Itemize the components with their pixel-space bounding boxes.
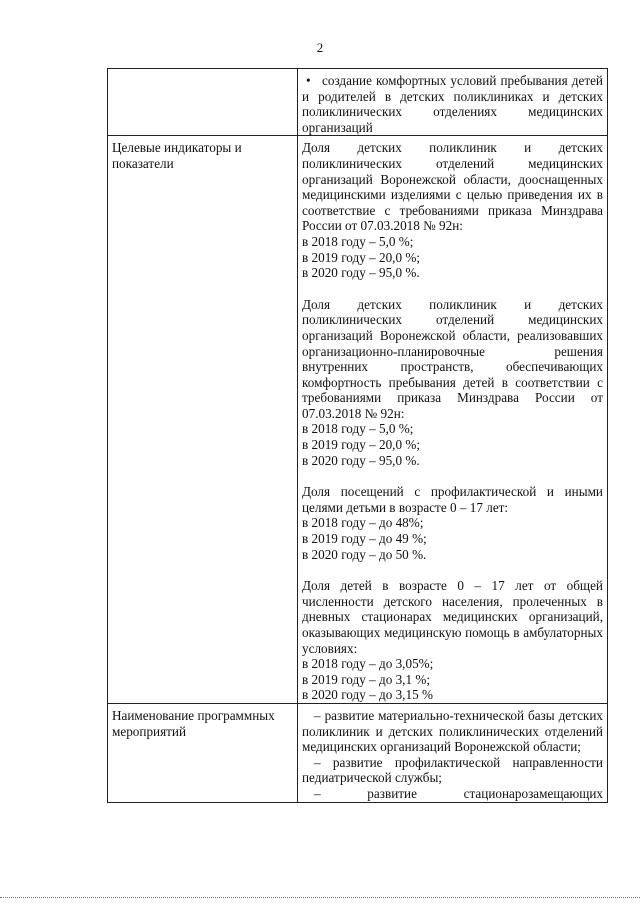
indicator-block [302, 140, 603, 280]
bullet-item [302, 73, 603, 135]
row-content [298, 69, 608, 136]
indicator-block [302, 484, 603, 562]
indicator-text: Доля детских поликлиник и детских поликлинических отделений медицинских организаций Воронежской области, реализовавших организационно-планировочные решения внутренних пространств, обеспечивающих комфортность пребывания детей в соответствии с требованиями приказа Минздрава России от 07.03.2018 № 92н: [302, 296, 603, 421]
indicator-year: в 2020 году – 95,0 %. [302, 452, 420, 468]
bullet-text: создание комфортных условий пребывания детей и родителей в детских поликлиниках и детских поликлинических отделениях медицинских организаций [302, 73, 603, 135]
passport-table [107, 68, 608, 803]
indicator-year: в 2018 году – 5,0 %; [302, 421, 414, 437]
measure-item: – развитие профилактической направленности педиатрической службы; [302, 754, 603, 786]
indicator-year: в 2020 году – до 3,15 % [302, 687, 433, 703]
indicator-year: в 2019 году – 20,0 %; [302, 249, 421, 265]
row-label-indicators: Целевые индикаторы и показатели [108, 136, 298, 704]
row-label-measures: Наименование программных мероприятий [108, 703, 298, 802]
measures-content [298, 703, 608, 802]
indicator-year: в 2019 году – 20,0 %; [302, 437, 421, 453]
indicator-year: в 2020 году – до 50 %. [302, 546, 427, 562]
indicator-year: в 2018 году – до 48%; [302, 515, 424, 531]
indicators-content [298, 136, 608, 704]
indicator-block [302, 297, 603, 469]
bullet-icon: • [306, 73, 311, 88]
indicator-year: в 2018 году – до 3,05%; [302, 656, 434, 672]
table-row [108, 69, 608, 136]
indicator-year: в 2018 году – 5,0 %; [302, 233, 414, 249]
indicator-text: Доля посещений с профилактической и иными целями детьми в возрасте 0 – 17 лет: [302, 484, 603, 515]
table-row [108, 703, 608, 802]
indicator-year: в 2020 году – 95,0 %. [302, 265, 420, 281]
page-number: 2 [316, 40, 324, 55]
indicator-block [302, 578, 603, 703]
indicator-year: в 2019 году – до 49 %; [302, 531, 427, 547]
indicator-text: Доля детей в возрасте 0 – 17 лет от общей численности детского населения, пролеченных в дневных стационарах медицинских организаций, оказывающих медицинскую помощь в амбулаторных условиях: [302, 578, 603, 656]
table-row [108, 136, 608, 704]
row-label-empty [108, 69, 298, 136]
measure-item: – развитие материально-технической базы детских поликлиник и детских поликлинических отделений медицинских организаций Воронежской области; [302, 707, 603, 755]
page-bottom-divider [0, 897, 640, 898]
measure-item: – развитие стационарозамещающих [314, 785, 603, 801]
indicator-year: в 2019 году – до 3,1 %; [302, 671, 431, 687]
indicator-text: Доля детских поликлиник и детских поликлинических отделений медицинских организаций Воронежской области, дооснащенных медицинскими изделиями с целью приведения их в соответствие с требованиями приказа Минздрава России от 07.03.2018 № 92н: [302, 140, 603, 234]
